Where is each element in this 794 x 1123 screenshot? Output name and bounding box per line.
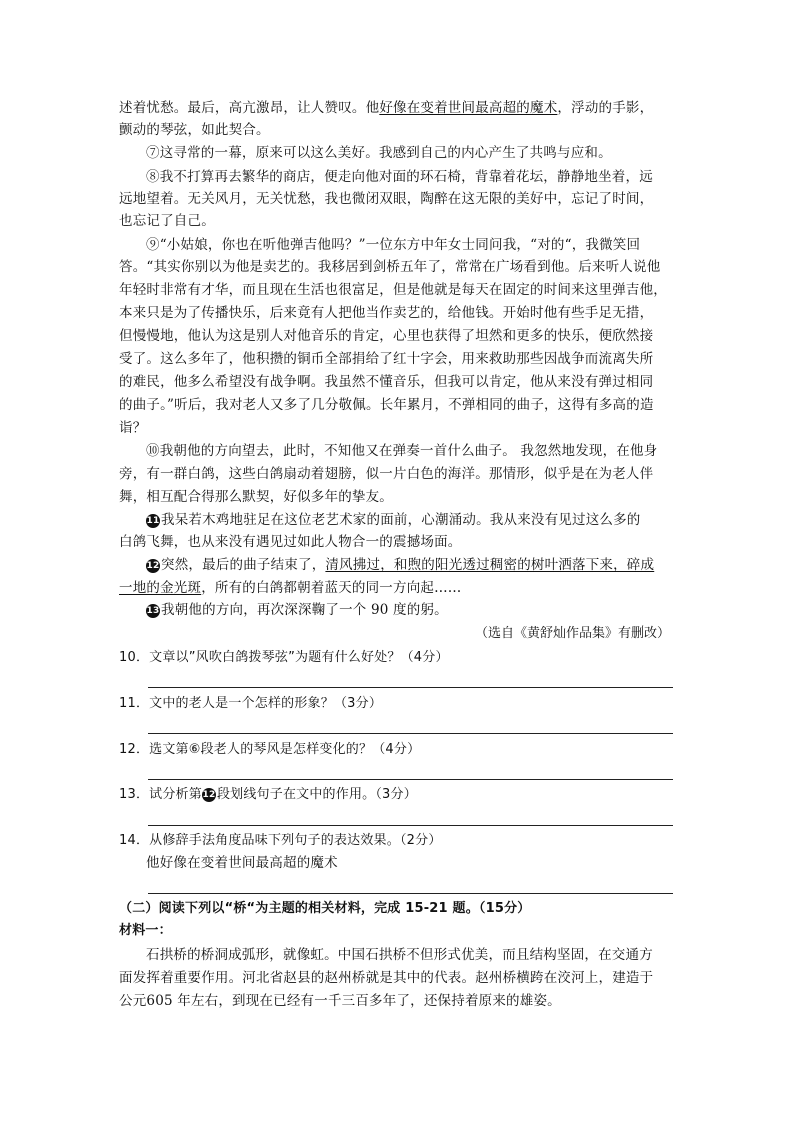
section-2-heading: （二）阅读下列以“桥“为主题的相关材料，完成 15-21 题。（15分）: [119, 901, 531, 916]
text: 我呆若木鸡地驻足在这位老艺术家的面前，心潮涌动。我从来没有见过这么多的: [161, 512, 641, 528]
answer-line[interactable]: [148, 779, 673, 780]
question-11: 11．文中的老人是一个怎样的形象？（3分）: [119, 696, 383, 711]
text: 述着忧愁。最后，高亢激昂，让人赞叹。他: [119, 100, 380, 116]
underlined-text: 一地的金光斑: [119, 580, 202, 596]
paragraph-9-line: 诣？: [119, 420, 147, 436]
paragraph-10-line: ⑩我朝他的方向望去，此时，不知他又在弹奏一首什么曲子。 我忽然地发现，在他身: [146, 443, 658, 459]
paragraph-10-line: 舞，相互配合得那么默契，好似多年的挚友。: [119, 489, 393, 505]
question-14-sentence: 他好像在变着世间最高超的魔术: [146, 855, 338, 871]
paragraph-11-line: 白鸽飞舞，也从来没有遇见过如此人物合一的震撼场面。: [119, 534, 462, 550]
paragraph-11-line: [146, 511, 641, 529]
paragraph-9-line: ⑨“小姑娘，你也在听他弹吉他吗？”一位东方中年女士同问我，“对的“，我微笑回: [146, 237, 641, 253]
passage-line: [119, 99, 653, 117]
paragraph-9-line: 年轻时非常有才华，而且现在生活也很富足，但是他就是每天在固定的时间来这里弹吉他，: [119, 282, 667, 298]
material-1-line: 石拱桥的桥洞成弧形，就像虹。中国石拱桥不但形式优美，而且结构坚固，在交通方: [146, 947, 653, 963]
material-1-line: 面发挥着重要作用。河北省赵县的赵州桥就是其中的代表。赵州桥横跨在洨河上，建造于: [119, 970, 654, 986]
text: ，浮动的手影，: [557, 100, 654, 116]
answer-line[interactable]: [148, 893, 673, 894]
paragraph-8-line: ⑧我不打算再去繁华的商店，便走向他对面的环石椅，背靠着花坛，静静地坐着，远: [146, 169, 653, 185]
paragraph-number-badge: 11: [146, 516, 160, 526]
question-10: 10．文章以”风吹白鸽拨琴弦”为题有什么好处？（4分）: [119, 650, 449, 665]
question-13: [119, 786, 417, 804]
paragraph-12-line: [146, 556, 654, 574]
text: 13．试分析第: [119, 787, 202, 802]
paragraph-8-line: 也忘记了自己。: [119, 213, 215, 229]
text: 我朝他的方向，再次深深鞠了一个 90 度的躬。: [161, 602, 448, 618]
answer-line[interactable]: [148, 825, 673, 826]
paragraph-9-line: 本来只是为了传播快乐，后来竟有人把他当作卖艺的，给他钱。开始时他有些手足无措，: [119, 305, 654, 321]
text: 突然，最后的曲子结束了，: [161, 557, 326, 573]
paragraph-12-line: [119, 579, 462, 597]
material-1-label: 材料一：: [119, 923, 172, 938]
source-citation: （选自《黄舒灿作品集》有删改）: [474, 626, 670, 641]
question-12: 12．选文第⑥段老人的琴风是怎样变化的？（4分）: [119, 742, 421, 757]
paragraph-10-line: 旁，有一群白鸽，这些白鸽扇动着翅膀，似一片白色的海洋。那情形，似乎是在为老人伴: [119, 466, 654, 482]
underlined-text: 清风拂过，和煦的阳光透过稠密的树叶洒落下来，碎成: [325, 557, 655, 573]
answer-line[interactable]: [148, 733, 673, 734]
paragraph-13: [146, 601, 448, 619]
paragraph-7: ⑦这寻常的一幕，原来可以这么美好。我感到自己的内心产生了共鸣与应和。: [146, 145, 612, 161]
underlined-text: 好像在变着世间最高超的魔术: [379, 100, 558, 116]
answer-line[interactable]: [148, 687, 673, 688]
text: ，所有的白鸽都朝着蓝天的同一方向起……: [201, 580, 462, 596]
paragraph-9-line: 的难民，他多么希望没有战争啊。我虽然不懂音乐，但我可以肯定，他从来没有弹过相同: [119, 374, 654, 390]
paragraph-9-line: 受了。这么多年了，他积攒的铜币全部捐给了红十字会，用来救助那些因战争而流离失所: [119, 351, 654, 367]
passage-line: 颤动的琴弦，如此契合。: [119, 122, 270, 138]
paragraph-9-line: 的曲子。”听后，我对老人又多了几分敬佩。长年累月，不弹相同的曲子，这得有多高的造: [119, 397, 654, 413]
paragraph-number-badge: 12: [202, 790, 216, 800]
text: 段划线句子在文中的作用。（3分）: [216, 787, 417, 802]
paragraph-9-line: 但慢慢地，他认为这是别人对他音乐的肯定，心里也获得了坦然和更多的快乐，便欣然接: [119, 328, 654, 344]
paragraph-8-line: 远地望着。无关风月，无关忧愁，我也微闭双眼，陶醉在这无限的美好中，忘记了时间，: [119, 191, 654, 207]
paragraph-number-badge: 12: [146, 561, 160, 571]
paragraph-9-line: 答。“其实你别以为他是卖艺的。我移居到剑桥五年了，常常在广场看到他。后来听人说他: [119, 259, 661, 275]
paragraph-number-badge: 13: [146, 606, 160, 616]
material-1-line: 公元605 年左右，到现在已经有一千三百多年了，还保持着原来的雄姿。: [119, 993, 561, 1009]
question-14: 14．从修辞手法角度品味下列句子的表达效果。（2分）: [119, 833, 442, 848]
